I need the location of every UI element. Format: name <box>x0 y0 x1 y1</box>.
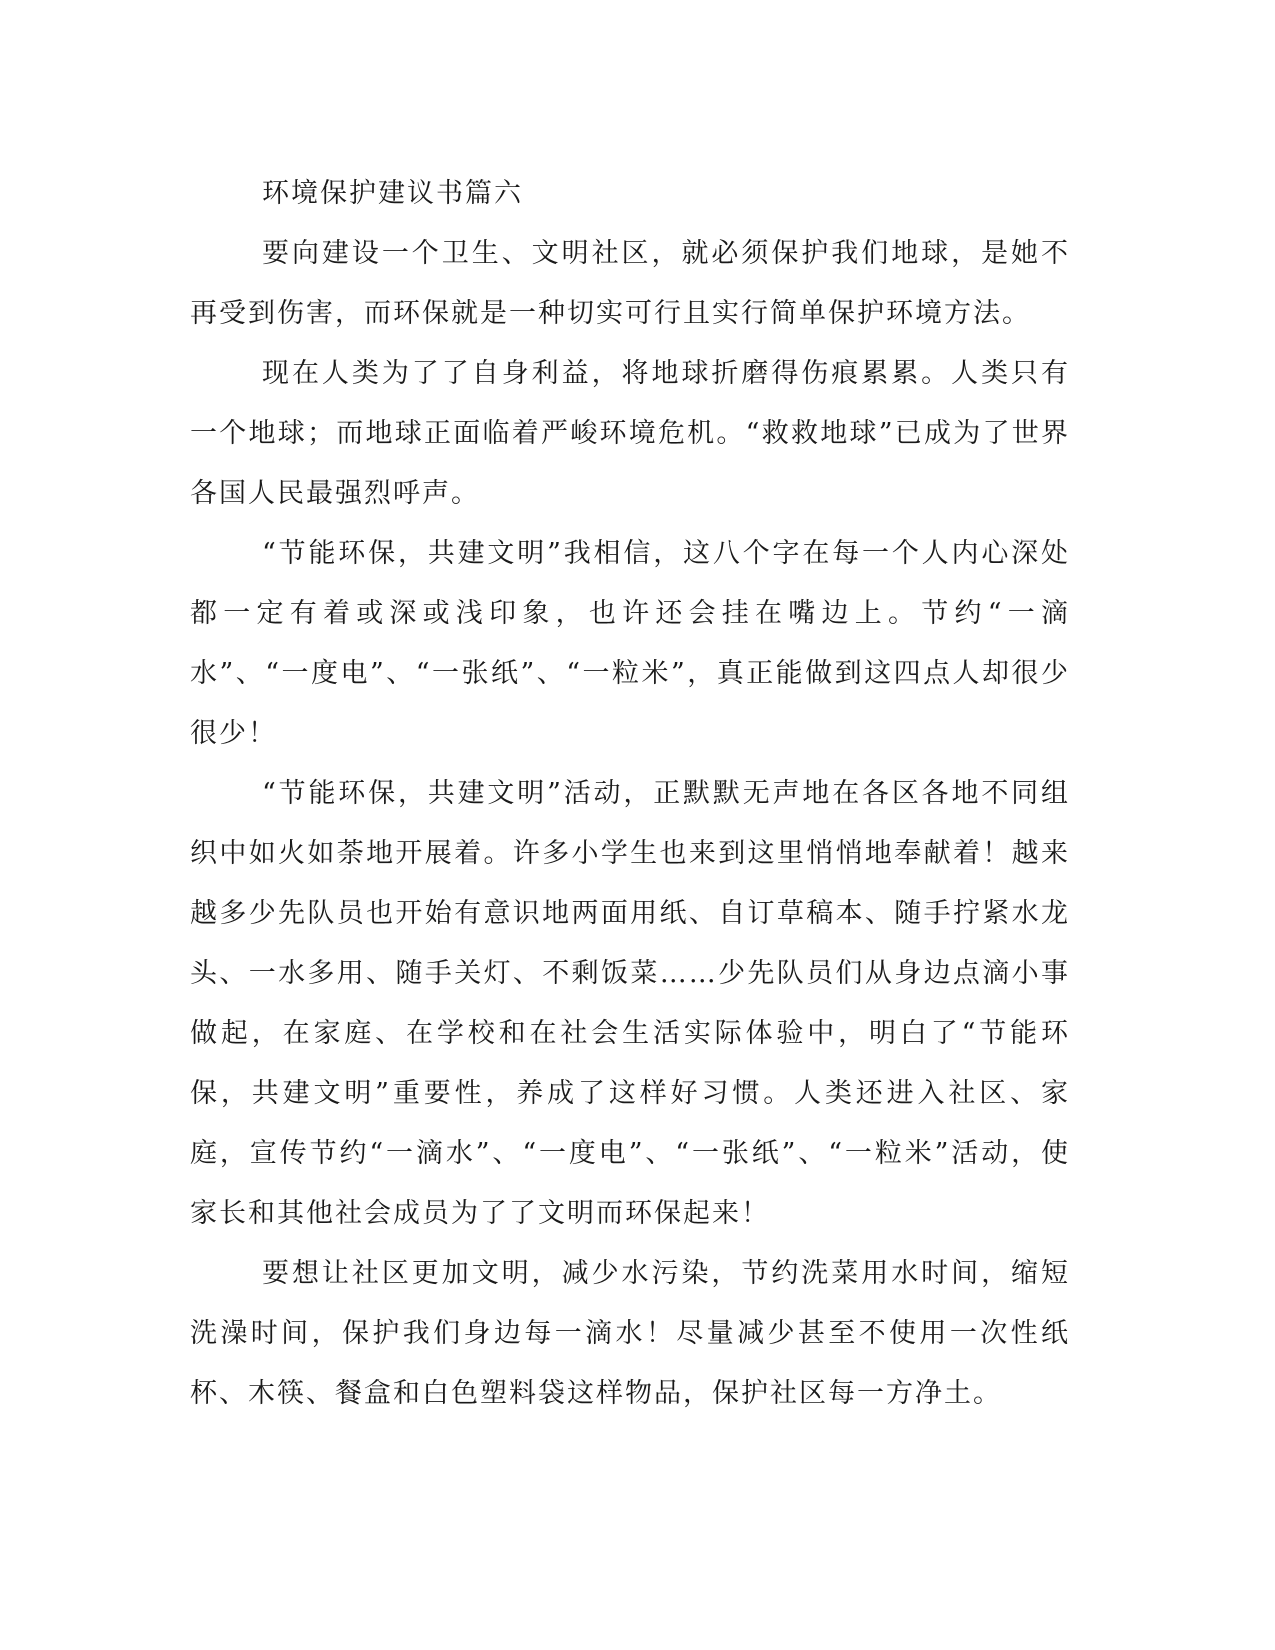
document-body <box>190 164 1070 1424</box>
document-title: 环境保护建议书篇六 <box>262 178 523 209</box>
paragraph-4: “节能环保，共建文明”活动，正默默无声地在各区各地不同组织中如火如荼地开展着。许多小学生也来到这里悄悄地奉献着！越来越多少先队员也开始有意识地两面用纸、自订草稿本、随手拧紧水龙头、一水多用、随手关灯、不剩饭菜……少先队员们从身边点滴小事做起，在家庭、在学校和在社会生活实际体验中，明白了“节能环保，共建文明”重要性，养成了这样好习惯。人类还进入社区、家庭，宣传节约“一滴水”、“一度电”、“一张纸”、“一粒米”活动，使家长和其他社会成员为了了文明而环保起来！ <box>190 778 1070 1229</box>
paragraph-1: 要向建设一个卫生、文明社区，就必须保护我们地球，是她不再受到伤害，而环保就是一种切实可行且实行简单保护环境方法。 <box>190 238 1070 329</box>
paragraph-5: 要想让社区更加文明，减少水污染，节约洗菜用水时间，缩短洗澡时间，保护我们身边每一滴水！尽量减少甚至不使用一次性纸杯、木筷、餐盒和白色塑料袋这样物品，保护社区每一方净土。 <box>190 1258 1070 1409</box>
paragraph-3: “节能环保，共建文明”我相信，这八个字在每一个人内心深处都一定有着或深或浅印象，也许还会挂在嘴边上。节约“一滴水”、“一度电”、“一张纸”、“一粒米”，真正能做到这四点人却很少很少！ <box>190 538 1070 749</box>
paragraph-2: 现在人类为了了自身利益，将地球折磨得伤痕累累。人类只有一个地球；而地球正面临着严峻环境危机。“救救地球”已成为了世界各国人民最强烈呼声。 <box>190 358 1070 509</box>
